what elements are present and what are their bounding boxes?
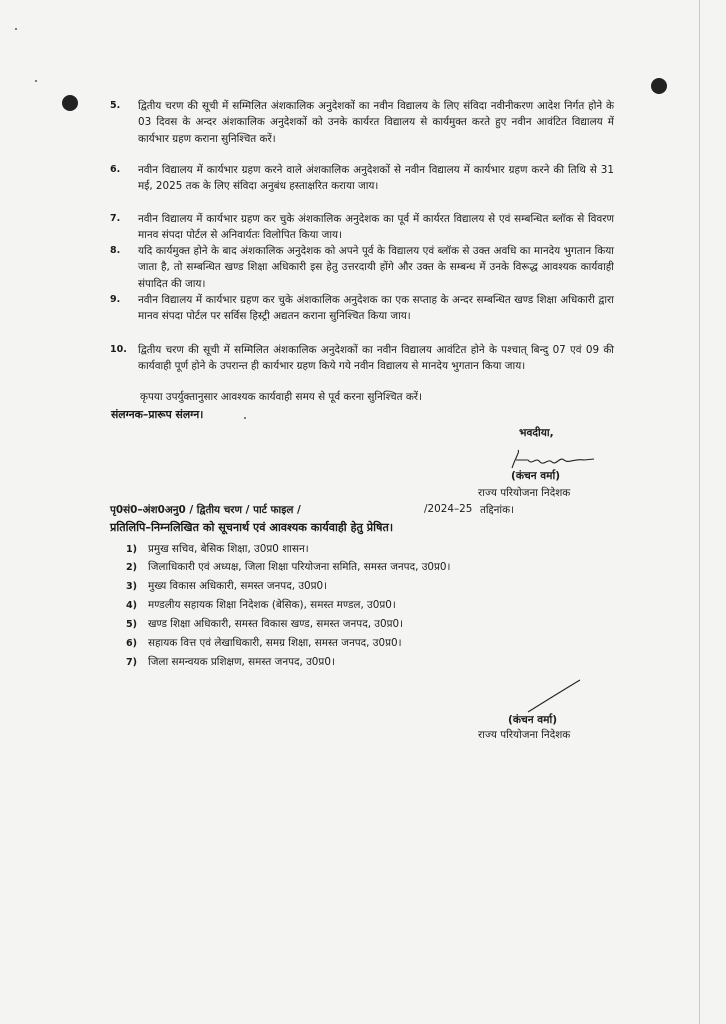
copy-item (126, 597, 396, 614)
scan-speck (35, 80, 37, 82)
item-text: नवीन विद्यालय में कार्यभार ग्रहण कर चुके अंशकालिक अनुदेशक का पूर्व में कार्यरत विद्यालय से एवं सम्बन्धित ब्लॉक से विवरण मानव संपदा पोर्टल से अनिवार्यतः विलोपित किया जाय। (138, 213, 614, 242)
reference-line (110, 503, 550, 519)
copy-item (126, 541, 309, 558)
copy-number: 3) (126, 581, 138, 592)
reference-number: पृ0सं0–अंश0अनु0 / द्वितीय चरण / पार्ट फाइल / (110, 504, 301, 516)
copy-text: जिलाधिकारी एवं अध्यक्ष, जिला शिक्षा परियोजना समिति, समस्त जनपद, उ0प्र0। (148, 561, 451, 573)
reference-year: /2024–25 (424, 503, 473, 515)
copy-text: प्रमुख सचिव, बेसिक शिक्षा, उ0प्र0 शासन। (148, 543, 309, 555)
item-number: 8. (110, 245, 121, 256)
copy-item (126, 654, 335, 671)
copy-number: 7) (126, 657, 138, 668)
scan-speck (244, 417, 246, 419)
punch-hole-right (651, 78, 667, 94)
copy-number: 1) (126, 544, 138, 555)
copy-item (126, 578, 327, 595)
copy-item (126, 635, 402, 652)
enclosure-note: संलग्नक–प्रारूप संलग्न। (111, 408, 204, 421)
signatory-name-2: (कंचन वर्मा) (508, 714, 558, 726)
item-number: 5. (110, 100, 121, 111)
closing-line: कृपया उपर्युक्तानुसार आवश्यक कार्यवाही समय से पूर्व करना सुनिश्चित करें। (140, 391, 422, 403)
item-text: नवीन विद्यालय में कार्यभार ग्रहण करने वाले अंशकालिक अनुदेशकों से नवीन विद्यालय में कार्यभार ग्रहण करने की तिथि से 31 मई, 2025 तक के लिए संविदा अनुबंध हस्ताक्षरित कराया जाय। (138, 164, 614, 193)
copy-item (126, 616, 403, 633)
list-item-7 (110, 211, 614, 244)
copy-text: मण्डलीय सहायक शिक्षा निदेशक (बेसिक), समस्त मण्डल, उ0प्र0। (148, 599, 396, 611)
item-number: 9. (110, 294, 121, 305)
item-number: 6. (110, 164, 121, 175)
list-item-8 (110, 243, 614, 293)
item-text: द्वितीय चरण की सूची में सम्मिलित अंशकालिक अनुदेशकों का नवीन विद्यालय के लिए संविदा नवीनीकरण आदेश निर्गत होने के 03 दिवस के अन्दर अंशकालिक अनुदेशकों को उनके कार्यरत विद्यालय से कार्यमुक्त करते हुए नवीन आवंटित विद्यालय में कार्यभार ग्रहण कराना सुनिश्चित करें। (138, 100, 614, 145)
copy-text: सहायक वित्त एवं लेखाधिकारी, समग्र शिक्षा, समस्त जनपद, उ0प्र0। (148, 637, 402, 649)
signoff-greeting: भवदीया, (519, 427, 554, 439)
copy-item (126, 559, 450, 576)
item-number: 7. (110, 213, 121, 224)
copy-number: 4) (126, 600, 138, 611)
list-item-10 (110, 342, 614, 392)
list-item-9 (110, 292, 614, 342)
copy-text: खण्ड शिक्षा अधिकारी, समस्त विकास खण्ड, समस्त जनपद, उ0प्र0। (148, 618, 404, 630)
scan-speck (15, 28, 17, 30)
item-text: नवीन विद्यालय में कार्यभार ग्रहण कर चुके अंशकालिक अनुदेशक का एक सप्ताह के अन्दर सम्बन्धित खण्ड शिक्षा अधिकारी द्वारा मानव संपदा पोर्टल पर सर्विस हिस्ट्री अद्यतन कराना सुनिश्चित किया जाय। (138, 294, 614, 323)
initial-mark (524, 676, 584, 716)
item-text: यदि कार्यमुक्त होने के बाद अंशकालिक अनुदेशक को अपने पूर्व के विद्यालय एवं ब्लॉक से उक्त अवधि का मानदेय भुगतान किया जाता है, तो सम्बन्धित खण्ड शिक्षा अधिकारी इस हेतु उत्तरदायी होंगे और उक्त के सम्बन्ध में उनके विरूद्ध आवश्यक कार्यवाही संपादित की जाय। (138, 245, 614, 290)
copy-heading: प्रतिलिपि–निम्नलिखित को सूचनार्थ एवं आवश्यक कार्यवाही हेतु प्रेषित। (110, 521, 394, 534)
reference-date: तद्दिनांक। (480, 504, 515, 516)
copy-text: जिला समन्वयक प्रशिक्षण, समस्त जनपद, उ0प्र0। (148, 656, 335, 668)
signatory-name: (कंचन वर्मा) (511, 470, 561, 482)
page-edge (699, 0, 700, 1024)
copy-text: मुख्य विकास अधिकारी, समस्त जनपद, उ0प्र0। (148, 580, 328, 592)
list-item-6 (110, 162, 614, 212)
copy-number: 6) (126, 638, 138, 649)
punch-hole-left (62, 95, 78, 111)
list-item-5 (110, 98, 614, 164)
item-number: 10. (110, 344, 127, 355)
copy-number: 2) (126, 562, 138, 573)
signatory-designation-2: राज्य परियोजना निदेशक (478, 729, 571, 741)
item-text: द्वितीय चरण की सूची में सम्मिलित अंशकालिक अनुदेशकों का नवीन विद्यालय आवंटित होने के पश्चात् बिन्दु 07 एवं 09 की कार्यवाही पूर्ण होने के उपरान्त ही कार्यभार ग्रहण किये गये नवीन विद्यालय से मानदेय भुगतान किया जाय। (138, 344, 614, 373)
copy-number: 5) (126, 619, 138, 630)
signatory-designation: राज्य परियोजना निदेशक (478, 487, 571, 499)
